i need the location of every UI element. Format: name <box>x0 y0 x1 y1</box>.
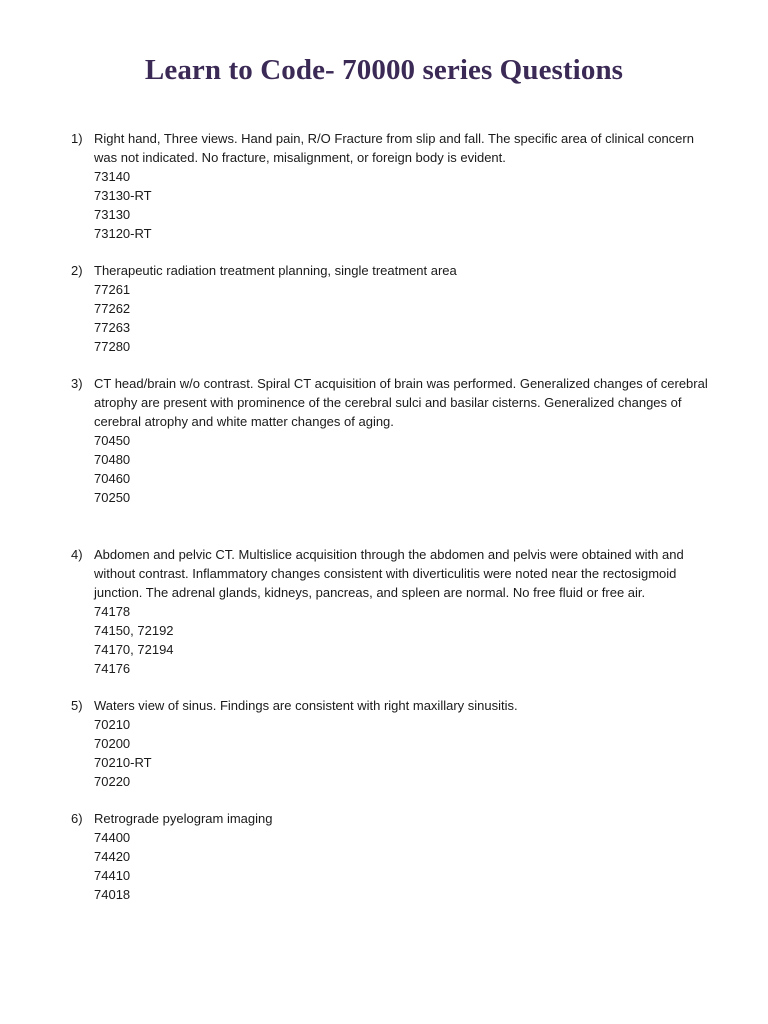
question-item <box>0 696 768 791</box>
answer-option: 74420 <box>94 849 131 864</box>
question-number: 3) <box>71 376 83 391</box>
spacer <box>0 243 768 261</box>
question-text: Right hand, Three views. Hand pain, R/O Fracture from slip and fall. The specific area of clinical concern was not indicated. No fracture, misalignment, or foreign body is evident. <box>94 131 694 165</box>
answer-option: 70220 <box>94 774 131 789</box>
question-item <box>0 261 768 356</box>
answer-option: 70460 <box>94 471 131 486</box>
answer-option: 74176 <box>94 661 131 676</box>
question-item <box>0 809 768 904</box>
answer-option: 74018 <box>94 887 131 902</box>
question-number: 5) <box>71 698 83 713</box>
question-text: Abdomen and pelvic CT. Multislice acquisition through the abdomen and pelvis were obtained with and without contrast. Inflammatory changes consistent with diverticulitis were noted near the rectosigmoid junction. The adrenal glands, kidneys, pancreas, and spleen are normal. No free fluid or free air. <box>94 547 684 600</box>
answer-option: 70210-RT <box>94 755 152 770</box>
answer-option: 74178 <box>94 604 131 619</box>
question-text: Waters view of sinus. Findings are consistent with right maxillary sinusitis. <box>94 698 518 713</box>
question-number: 1) <box>71 131 83 146</box>
spacer <box>0 791 768 809</box>
answer-option: 77261 <box>94 282 131 297</box>
answer-option: 73130-RT <box>94 188 152 203</box>
question-text: Therapeutic radiation treatment planning, single treatment area <box>94 263 457 278</box>
answer-option: 77262 <box>94 301 131 316</box>
spacer <box>0 507 768 545</box>
answer-option: 70480 <box>94 452 131 467</box>
question-number: 4) <box>71 547 83 562</box>
answer-option: 74150, 72192 <box>94 623 174 638</box>
answer-options <box>94 828 718 904</box>
answer-options <box>94 167 718 243</box>
answer-option: 74410 <box>94 868 131 883</box>
answer-option: 73140 <box>94 169 131 184</box>
answer-option: 70200 <box>94 736 131 751</box>
answer-option: 73130 <box>94 207 131 222</box>
spacer <box>0 678 768 696</box>
answer-option: 70210 <box>94 717 131 732</box>
answer-option: 77280 <box>94 339 131 354</box>
spacer <box>0 356 768 374</box>
question-text: CT head/brain w/o contrast. Spiral CT acquisition of brain was performed. Generalized changes of cerebral atrophy are present with prominence of the cerebral sulci and basilar cisterns. Generalized changes of cerebral atrophy and white matter changes of aging. <box>94 376 708 429</box>
page-title: Learn to Code- 70000 series Questions <box>144 54 624 86</box>
answer-option: 74400 <box>94 830 131 845</box>
answer-option: 77263 <box>94 320 131 335</box>
answer-option: 70250 <box>94 490 131 505</box>
answer-options <box>94 602 718 678</box>
answer-option: 70450 <box>94 433 131 448</box>
question-item <box>0 545 768 678</box>
question-number: 2) <box>71 263 83 278</box>
answer-option: 73120-RT <box>94 226 152 241</box>
question-text: Retrograde pyelogram imaging <box>94 811 273 826</box>
question-item <box>0 374 768 507</box>
question-list <box>0 129 768 904</box>
question-number: 6) <box>71 811 83 826</box>
question-item <box>0 129 768 243</box>
answer-option: 74170, 72194 <box>94 642 174 657</box>
answer-options <box>94 280 718 356</box>
answer-options <box>94 715 718 791</box>
answer-options <box>94 431 718 507</box>
